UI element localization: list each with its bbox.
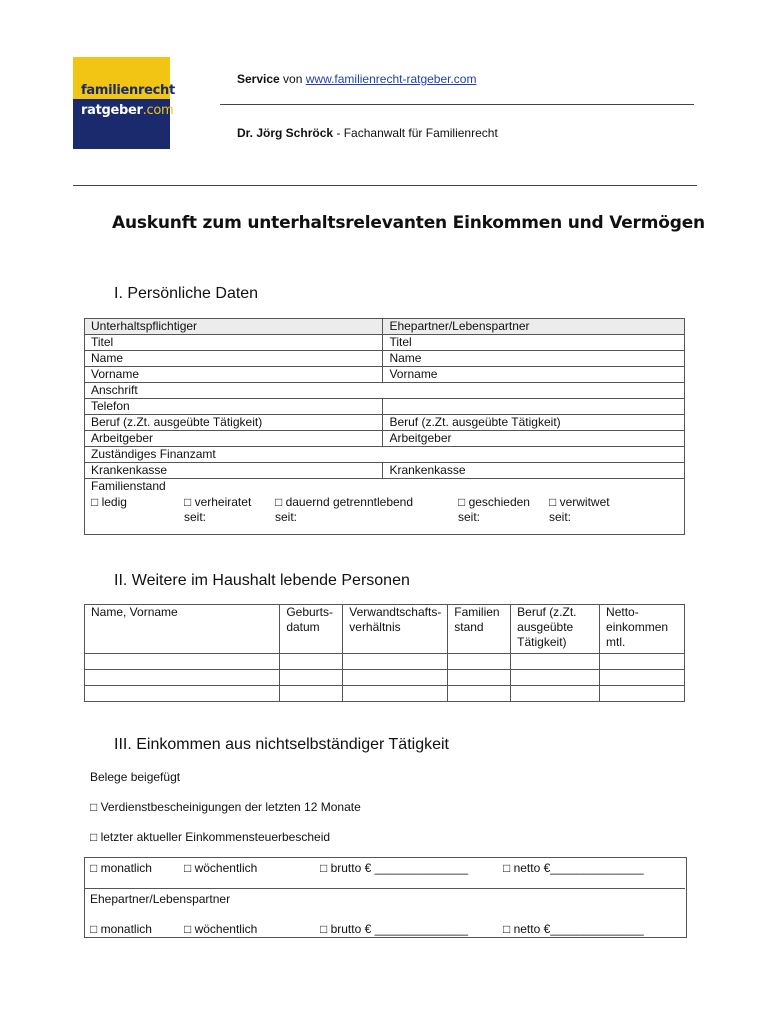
option-getrenntlebend[interactable]: □ dauernd getrenntlebend seit: [275,495,414,524]
service-line: Service von www.familienrecht-ratgeber.com [237,72,477,86]
table-row: Zuständiges Finanzamt [85,447,685,463]
brutto-field-partner[interactable]: □ brutto € ______________ [320,922,469,936]
divider [84,888,685,889]
checkbox-monatlich[interactable]: □ monatlich [90,861,152,875]
section-heading-2: II. Weitere im Haushalt lebende Personen [114,572,410,589]
option-verwitwet[interactable]: □ verwitwet seit: [549,495,610,524]
partner-label: Ehepartner/Lebenspartner [90,892,231,906]
personal-data-table [84,318,685,535]
option-verheiratet[interactable]: □ verheiratet seit: [184,495,252,524]
divider [220,104,694,105]
table-row: Vorname Vorname [85,367,685,383]
table-row: Anschrift [85,383,685,399]
col-familienstand: Familien stand [448,605,511,654]
divider [73,185,697,186]
brutto-field[interactable]: □ brutto € ______________ [320,861,469,875]
col-name: Name, Vorname [85,605,280,654]
table-row: Name Name [85,351,685,367]
table-row: Beruf (z.Zt. ausgeübte Tätigkeit) Beruf (z.Zt. ausgeübte Tätigkeit) [85,415,685,431]
website-link[interactable]: www.familienrecht-ratgeber.com [305,72,477,86]
table-row [85,670,685,686]
checkbox-verdienstbescheinigungen[interactable]: □ Verdienstbescheinigungen der letzten 12 Monate [90,800,361,814]
belege-label: Belege beigefügt [90,770,181,784]
checkbox-steuerbescheid[interactable]: □ letzter aktueller Einkommensteuerbescheid [90,830,331,844]
logo-line2: ratgeber.com [81,103,174,118]
col-beruf: Beruf (z.Zt. ausgeübte Tätigkeit) [511,605,600,654]
author-line: Dr. Jörg Schröck - Fachanwalt für Familienrecht [237,126,498,140]
household-table [84,604,685,702]
table-row: Titel Titel [85,335,685,351]
table-header-row [85,605,685,654]
option-geschieden[interactable]: □ geschieden seit: [458,495,530,524]
section-heading-1: I. Persönliche Daten [114,285,259,302]
logo-line1: familienrecht [81,83,175,98]
table-header-right: Ehepartner/Lebenspartner [383,319,685,335]
table-row: Krankenkasse Krankenkasse [85,463,685,479]
table-row [85,654,685,670]
familienstand-label: Familienstand [91,479,166,493]
option-ledig[interactable]: □ ledig [91,495,127,509]
table-row: Telefon [85,399,685,415]
table-header-left: Unterhaltspflichtiger [85,319,383,335]
section-heading-3: III. Einkommen aus nichtselbständiger Tätigkeit [114,736,449,753]
logo [73,57,175,149]
page-title: Auskunft zum unterhaltsrelevanten Einkommen und Vermögen [112,213,705,233]
checkbox-woechentlich-partner[interactable]: □ wöchentlich [184,922,258,936]
netto-field-partner[interactable]: □ netto €______________ [503,922,644,936]
col-verwandtschaft: Verwandtschafts- verhältnis [343,605,448,654]
familienstand-row [85,479,685,535]
table-row [85,686,685,702]
checkbox-monatlich-partner[interactable]: □ monatlich [90,922,152,936]
netto-field[interactable]: □ netto €______________ [503,861,644,875]
table-row: Arbeitgeber Arbeitgeber [85,431,685,447]
col-geburtsdatum: Geburts- datum [280,605,343,654]
col-netto: Netto- einkommen mtl. [600,605,685,654]
checkbox-woechentlich[interactable]: □ wöchentlich [184,861,258,875]
